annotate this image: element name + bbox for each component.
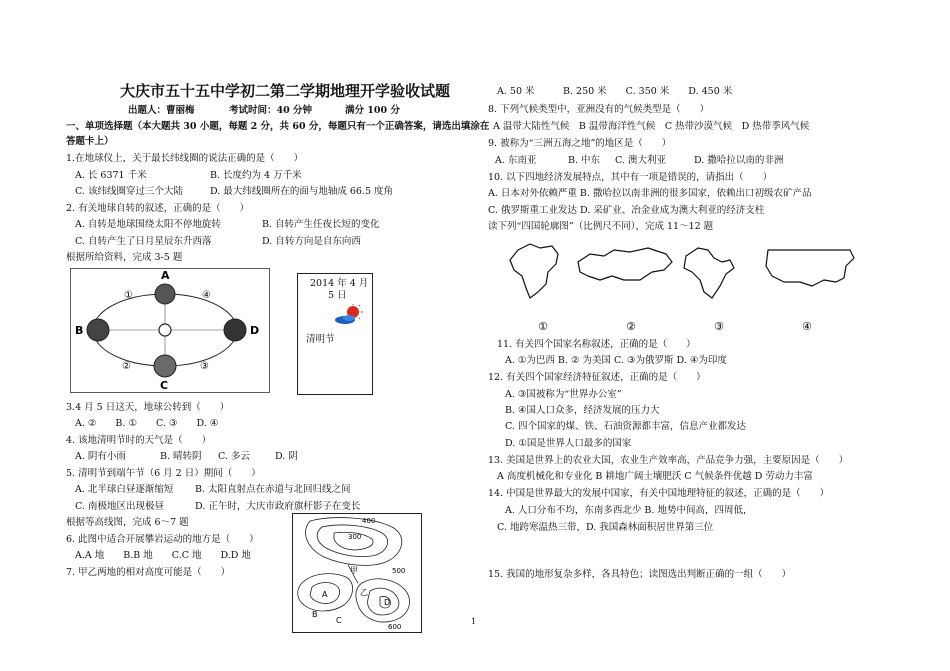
intro-q6-7: 根据等高线图，完成 6～7 题 — [66, 517, 189, 528]
q11-options: A. ①为巴西 B. ② 为美国 C. ③为俄罗斯 D. ④为印度 — [505, 355, 727, 366]
q2-option-d: D. 自转方向是自东向西 — [262, 236, 361, 247]
q15-stem: 15. 我国的地形复杂多样，各具特色；读图选出判断正确的一组（ ） — [488, 569, 792, 580]
q2-option-b: B. 自转产生任夜长短的变化 — [262, 219, 380, 230]
earth-b-icon — [87, 319, 109, 341]
page-title: 大庆市五十五中学初二第二学期地理开学验收试题 — [120, 82, 451, 100]
q7-options: A. 50 米 B. 250 米 C. 350 米 D. 450 米 — [497, 86, 733, 97]
outline-4-usa-icon — [766, 250, 854, 286]
q1-option-b: B. 长度约为 4 万千米 — [210, 170, 302, 181]
q10-options-ab: A. 日本对外依赖严重 B. 撒哈拉以南非洲的很多国家，依赖出口初级农矿产品 — [488, 188, 812, 199]
contour-label-300: 300 — [348, 533, 362, 541]
q14-options-ab: A. 人口分布不均，东南多西北少 B. 地势中间高，四周低， — [505, 505, 753, 516]
q1-stem: 1.在地球仪上，关于最长纬线圈的说法正确的是（ ） — [66, 153, 304, 164]
intro-q11-12: 读下列“四国轮廓图”（比例尺不同），完成 11～12 题 — [488, 221, 714, 232]
q4-option-b: B. 晴转阴 — [160, 451, 202, 462]
q12-option-a: A. ③国被称为“世界办公室” — [505, 389, 622, 400]
outline-3-india-icon — [684, 248, 734, 298]
q2-option-a: A. 自转是地球围绕太阳不停地旋转 — [75, 219, 221, 230]
section1-heading-cont: 答题卡上） — [66, 136, 114, 147]
q9-option-b: B. 中东 — [568, 155, 601, 166]
intro-q3-5: 根据所给资料，完成 3-5 题 — [66, 252, 183, 263]
q14-stem: 14. 中国是世界最大的发展中国家，有关中国地理特征的叙述，正确的是（ ） — [488, 488, 830, 499]
sun-cloud-icon — [334, 304, 364, 326]
orbit-label-c: C — [160, 379, 169, 392]
q5-stem: 5. 清明节到端午节（6 月 2 日）期间（ ） — [66, 468, 261, 479]
contour-label-500: 500 — [392, 567, 406, 575]
contour-yi: 乙 — [360, 588, 368, 597]
q8-options: A 温带大陆性气候 B 温带海洋性气候 C 热带沙漠气候 D 热带季风气候 — [493, 121, 810, 132]
q13-options: A 高度机械化和专业化 B 耕地广阔土壤肥沃 C 气候条件优越 D 劳动力丰富 — [497, 471, 813, 482]
earth-d-icon — [224, 319, 246, 341]
q12-option-c: C. 四个国家的煤、铁、石油资源都丰富，信息产业都发达 — [505, 421, 746, 432]
calendar-date-line2: 5 日 — [328, 290, 347, 301]
q12-option-d: D. ①国是世界人口最多的国家 — [505, 438, 632, 449]
q2-option-c: C. 自转产生了日月星辰东升西落 — [75, 236, 212, 247]
q9-option-a: A. 东南亚 — [495, 155, 537, 166]
contour-jia: 甲 — [350, 566, 358, 575]
q3-stem: 3.4 月 5 日这天，地球公转到（ ） — [66, 402, 230, 413]
q7-stem: 7. 甲乙两地的相对高度可能是（ ） — [66, 567, 231, 578]
contour-d: D — [384, 598, 391, 607]
page-number: 1 — [471, 617, 477, 626]
q9-option-d: D. 撒哈拉以南的非洲 — [694, 155, 784, 166]
exam-time: 考试时间：40 分钟 — [229, 105, 313, 116]
q10-stem: 10. 以下四地经济发展特点，其中有一项是错误的，请指出（ ） — [488, 172, 773, 183]
calendar-card — [297, 273, 373, 395]
q10-options-cd: C. 俄罗斯重工业发达 D. 采矿业、冶金业成为澳大利亚的经济支柱 — [488, 205, 765, 216]
earth-a-icon — [155, 284, 175, 304]
q9-option-c: C. 澳大利亚 — [615, 155, 666, 166]
q1-option-c: C. 该纬线圈穿过三个大陆 — [75, 186, 183, 197]
q13-stem: 13. 美国是世界上的农业大国，农业生产效率高，产品竞争力强，主要原因是（ ） — [488, 455, 849, 466]
earth-c-icon — [154, 355, 176, 377]
q14-options-cd: C. 地跨寒温热三带，D. 我国森林面积居世界第三位 — [497, 522, 714, 533]
earth-orbit-diagram — [70, 268, 270, 393]
q12-option-b: B. ④国人口众多，经济发展的压力大 — [505, 405, 660, 416]
q5-option-a: A. 北半球白昼逐渐缩短 — [75, 484, 174, 495]
contour-a: A — [322, 590, 328, 599]
q1-option-a: A. 长 6371 千米 — [75, 170, 147, 181]
orbit-label-d: D — [250, 324, 260, 337]
q4-option-c: C. 多云 — [218, 451, 250, 462]
q12-stem: 12. 有关四个国家经济特征叙述，正确的是（ ） — [488, 372, 706, 383]
full-score: 满分 100 分 — [345, 105, 400, 116]
map-label-4: ④ — [802, 320, 812, 333]
map-label-1: ① — [538, 320, 548, 333]
orbit-pos-3: ③ — [200, 361, 209, 372]
orbit-pos-4: ④ — [202, 290, 211, 301]
q2-stem: 2. 有关地球自转的叙述，正确的是（ ） — [66, 203, 250, 214]
q6-options: A.A 地 B.B 地 C.C 地 D.D 地 — [75, 550, 251, 561]
q8-stem: 8. 下列气候类型中，亚洲没有的气候类型是（ ） — [488, 104, 710, 115]
contour-map — [292, 513, 422, 633]
contour-label-600: 600 — [388, 623, 402, 631]
q9-stem: 9. 被称为“三洲五海之地”的地区是（ ） — [488, 138, 672, 149]
q4-option-d: D. 阴 — [275, 451, 298, 462]
sun-icon — [159, 324, 171, 336]
orbit-label-b: B — [75, 324, 84, 337]
orbit-label-a: A — [161, 269, 170, 282]
q4-option-a: A. 阴有小雨 — [75, 451, 126, 462]
q1-option-d: D. 最大纬线圈所在的面与地轴成 66.5 度角 — [210, 186, 394, 197]
q5-option-d: D. 正午时，大庆市政府旗杆影子在变长 — [195, 501, 361, 512]
section1-heading: 一、单项选择题（本大题共 30 小题，每题 2 分，共 60 分，每题只有一个正确答案，请选出填涂在 — [66, 121, 490, 132]
q6-stem: 6. 此图中适合开展攀岩运动的地方是（ ） — [66, 534, 259, 545]
contour-label-400: 400 — [362, 517, 376, 525]
calendar-date-line1: 2014 年 4 月 — [310, 278, 369, 289]
map-label-2: ② — [626, 320, 636, 333]
q5-option-b: B. 太阳直射点在赤道与北回归线之间 — [195, 484, 351, 495]
q3-options: A. ② B. ① C. ③ D. ④ — [75, 418, 219, 429]
calendar-festival: 清明节 — [306, 334, 335, 345]
outline-2-russia-icon — [578, 248, 672, 280]
q5-option-c: C. 南极地区出现极昼 — [75, 501, 164, 512]
orbit-pos-1: ① — [124, 290, 133, 301]
map-label-3: ③ — [714, 320, 724, 333]
q4-stem: 4. 该地清明节时的天气是（ ） — [66, 435, 212, 446]
author-line: 出题人：曹丽梅 — [128, 105, 195, 116]
country-outlines — [500, 236, 865, 336]
contour-c: C — [336, 616, 342, 625]
contour-b: B — [312, 610, 318, 619]
q11-stem: 11. 有关四个国家名称叙述，正确的是（ ） — [497, 339, 696, 350]
outline-1-brazil-icon — [510, 244, 558, 298]
orbit-pos-2: ② — [122, 361, 131, 372]
